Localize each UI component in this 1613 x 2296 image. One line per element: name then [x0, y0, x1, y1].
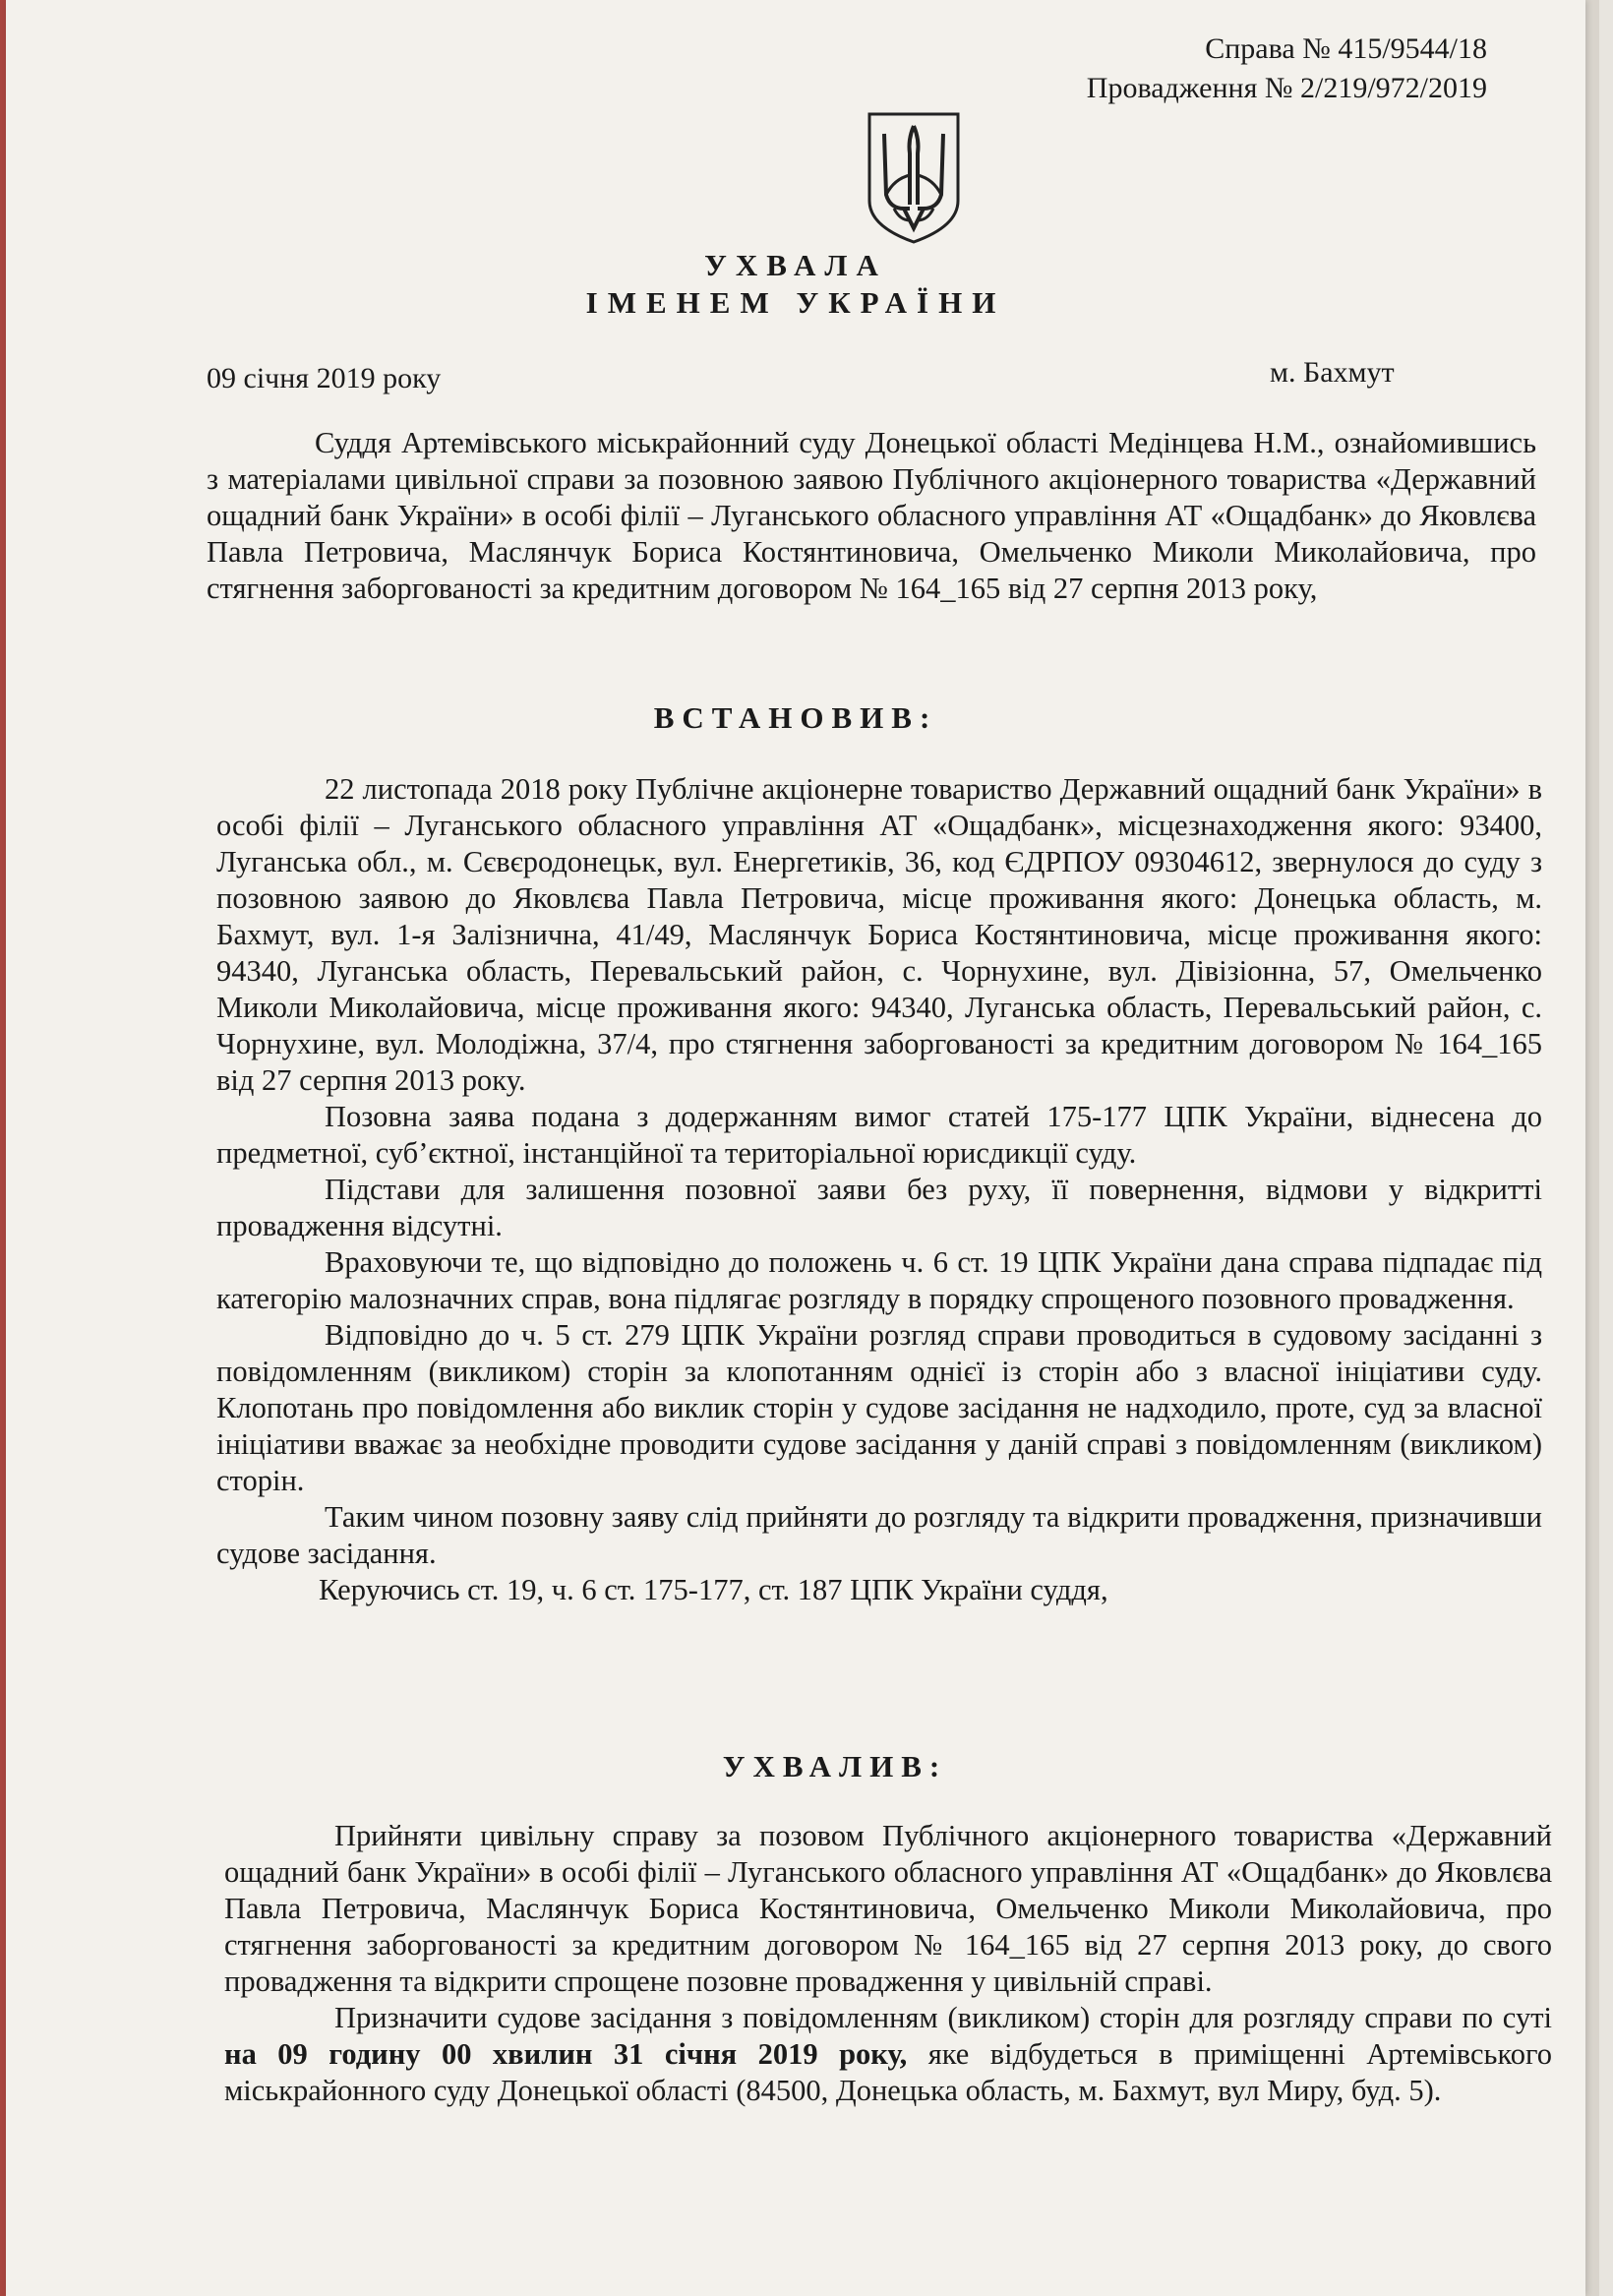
- trident-coat-of-arms-icon: [865, 110, 963, 246]
- proceeding-number: Провадження № 2/219/972/2019: [1086, 72, 1487, 104]
- ruled-p2-start: Призначити судове засідання з повідомленням (викликом) сторін для розгляду справи по суті: [334, 2001, 1552, 2034]
- page-stack-edge-inner: [1599, 0, 1613, 2296]
- established-heading: ВСТАНОВИВ:: [653, 700, 938, 735]
- established-paragraph-3: Підстави для залишення позовної заяви без руху, її повернення, відмови у відкритті провадження відсутні.: [216, 1173, 1542, 1242]
- established-paragraph-4: Враховуючи те, що відповідно до положень ч. 6 ст. 19 ЦПК України дана справа підпадає під категорію малозначних справ, вона підлягає розгляду в порядку спрощеного позовного провадження.: [216, 1245, 1542, 1315]
- established-paragraph-7: Керуючись ст. 19, ч. 6 ст. 175-177, ст. 187 ЦПК України суддя,: [319, 1573, 1108, 1606]
- case-number: Справа № 415/9544/18: [1205, 32, 1487, 65]
- ruled-paragraph-1: Прийняти цивільну справу за позовом Публічного акціонерного товариства «Державний ощадний банк України» в особі філії – Луганського обласного управління АТ «Ощадбанк» до Яковлєва Павла Петровича, Маслянчук Бориса Костянтиновича, Омельченко Миколи Миколайовича, про стягнення заборгованості за кредитним договором № 164_165 від 27 серпня 2013 року, до свого провадження та відкрити спрощене позовне провадження у цивільній справі.: [224, 1819, 1552, 1998]
- established-paragraph-1: 22 листопада 2018 року Публічне акціонерне товариство Державний ощадний банк України» в особі філії – Луганського обласного управління АТ «Ощадбанк», місцезнаходження якого: 93400, Луганська обл., м. Сєвєродонецьк, вул. Енергетиків, 36, код ЄДРПОУ 09304612, звернулося до суду з позовною заявою до Яковлєва Павла Петровича, місце проживання якого: Донецька область, м. Бахмут, вул. 1-я Залізнична, 41/49, Маслянчук Бориса Костянтиновича, місце проживання якого: 94340, Луганська область, Перевальський район, с. Чорнухине, вул. Дівізіонна, 57, Омельченко Миколи Миколайовича, місце проживання якого: 94340, Луганська область, Перевальський район, с. Чорнухине, вул. Молодіжна, 37/4, про стягнення заборгованості за кредитним договором № 164_165 від 27 серпня 2013 року.: [216, 772, 1542, 1097]
- document-page: [6, 0, 1585, 2296]
- document-subtitle: ІМЕНЕМ УКРАЇНИ: [585, 285, 1006, 320]
- ruled-p2-end: яке відбудеться в приміщенні Артемівського міськрайонного суду Донецької області (84500, Донецька область, м. Бахмут, вул Миру, буд. 5).: [224, 2037, 1552, 2107]
- document-date: 09 січня 2019 року: [207, 362, 442, 394]
- intro-paragraph: [207, 425, 1536, 607]
- established-section: [216, 771, 1542, 1608]
- intro-text: Суддя Артемівського міськрайонний суду Донецької області Медінцева Н.М., ознайомившись з матеріалами цивільної справи за позовною заявою Публічного акціонерного товариства «Державний ощадний банк України» в особі філії – Луганського обласного управління АТ «Ощадбанк» до Яковлєва Павла Петровича, Маслянчук Бориса Костянтиновича, Омельченко Миколи Миколайовича, про стягнення заборгованості за кредитним договором № 164_165 від 27 серпня 2013 року,: [207, 426, 1536, 605]
- document-city: м. Бахмут: [1270, 356, 1395, 389]
- established-paragraph-6: Таким чином позовну заяву слід прийняти до розгляду та відкрити провадження, призначивши судове засідання.: [216, 1500, 1542, 1570]
- ruled-section: [224, 1818, 1552, 2109]
- established-paragraph-2: Позовна заява подана з додержанням вимог статей 175-177 ЦПК України, віднесена до предметної, суб’єктної, інстанційної та територіальної юрисдикції суду.: [216, 1100, 1542, 1170]
- established-paragraph-5: Відповідно до ч. 5 ст. 279 ЦПК України розгляд справи проводиться в судовому засіданні з повідомленням (викликом) сторін за клопотанням однієї із сторін або з власної ініціативи суду. Клопотань про повідомлення або виклик сторін у судове засідання не надходило, проте, суд за власної ініціативи вважає за необхідне проводити судове засідання у даній справі з повідомленням (викликом) сторін.: [216, 1318, 1542, 1497]
- ruled-heading: УХВАЛИВ:: [722, 1749, 948, 1783]
- ruled-paragraph-2: [224, 2000, 1552, 2109]
- case-numbers: [1087, 30, 1487, 108]
- document-title: УХВАЛА: [704, 248, 887, 282]
- hearing-datetime: на 09 годину 00 хвилин 31 січня 2019 року,: [224, 2037, 908, 2071]
